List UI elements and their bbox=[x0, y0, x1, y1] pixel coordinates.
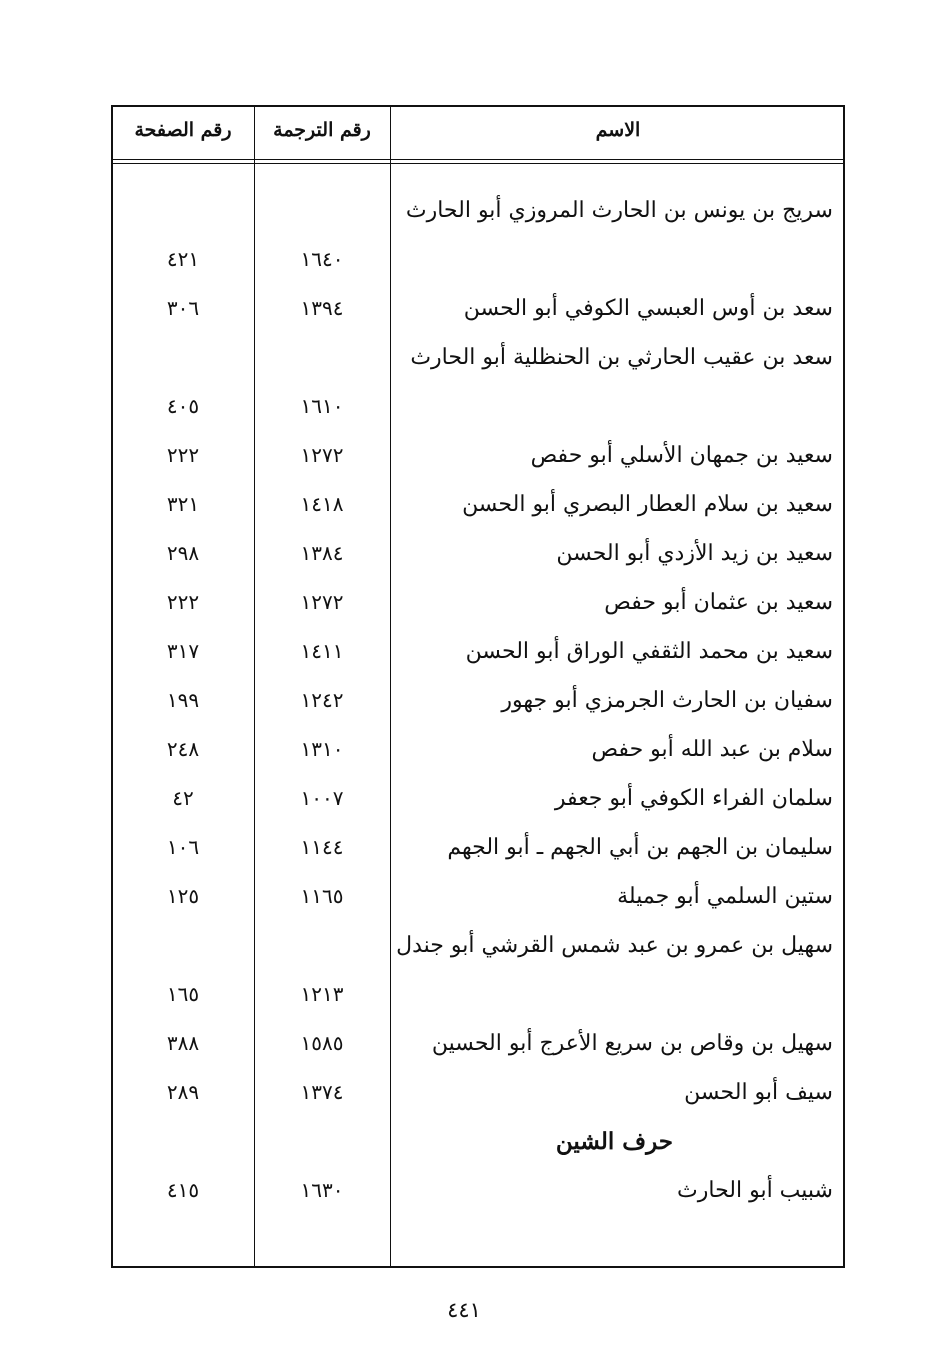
translation-number: ١٥٨٥ bbox=[300, 1031, 344, 1055]
table-row bbox=[113, 872, 843, 921]
entry-name: سعد بن أوس العبسي الكوفي أبو الحسن bbox=[463, 296, 833, 321]
table-row bbox=[113, 921, 843, 1019]
header-translation-number: رقم الترجمة bbox=[273, 119, 371, 141]
translation-number: ١٤١٨ bbox=[300, 492, 344, 516]
entry-name: سريج بن يونس بن الحارث المروزي أبو الحارث bbox=[405, 198, 833, 223]
translation-number: ١٤١١ bbox=[300, 639, 344, 663]
page-number-cell: ٢٢٢ bbox=[166, 590, 200, 614]
table-row bbox=[113, 186, 843, 284]
entry-name: سعد بن عقيب الحارثي بن الحنظلية أبو الحارث bbox=[410, 345, 833, 370]
entry-name: سعيد بن سلام العطار البصري أبو الحسن bbox=[462, 492, 833, 517]
table-row bbox=[113, 774, 843, 823]
translation-number: ١٢٧٢ bbox=[300, 443, 344, 467]
translation-number: ١٦٣٠ bbox=[300, 1178, 344, 1202]
translation-number: ١٣٧٤ bbox=[300, 1080, 344, 1104]
page-number-cell: ٣١٧ bbox=[166, 639, 200, 663]
translation-number: ١٣١٠ bbox=[300, 737, 344, 761]
table-row bbox=[113, 1166, 843, 1215]
translation-number: ١٢٧٢ bbox=[300, 590, 344, 614]
translation-number: ١٢٤٢ bbox=[300, 688, 344, 712]
table-row bbox=[113, 627, 843, 676]
table-row bbox=[113, 725, 843, 774]
entry-name: سهيل بن وقاص بن سريع الأعرج أبو الحسين bbox=[431, 1031, 833, 1056]
page-number-cell: ٣٨٨ bbox=[166, 1031, 200, 1055]
entry-name: سيف أبو الحسن bbox=[684, 1080, 833, 1105]
translation-number: ١٦٤٠ bbox=[300, 247, 344, 271]
table-row bbox=[113, 823, 843, 872]
entry-name: سلمان الفراء الكوفي أبو جعفر bbox=[554, 786, 833, 811]
header-double-rule bbox=[113, 159, 843, 164]
entry-name: سعيد بن عثمان أبو حفص bbox=[604, 590, 833, 615]
table-row bbox=[113, 480, 843, 529]
header-page-number: رقم الصفحة bbox=[134, 119, 232, 141]
table-row bbox=[113, 529, 843, 578]
page-number-cell: ١٩٩ bbox=[166, 688, 200, 712]
page-number-cell: ٢٩٨ bbox=[166, 541, 200, 565]
page-number-cell: ٤٠٥ bbox=[166, 394, 200, 418]
header-name: الاسم bbox=[595, 119, 641, 141]
entry-name: سهيل بن عمرو بن عبد شمس القرشي أبو جندل bbox=[396, 933, 833, 958]
page-number-cell: ٤٢١ bbox=[166, 247, 200, 271]
table-row bbox=[113, 333, 843, 431]
translation-number: ١٣٩٤ bbox=[300, 296, 344, 320]
page-number-cell: ٣٢١ bbox=[166, 492, 200, 516]
translation-number: ١١٤٤ bbox=[300, 835, 344, 859]
index-table-body bbox=[113, 186, 843, 1215]
page-number-cell: ٢٨٩ bbox=[166, 1080, 200, 1104]
translation-number: ١٦١٠ bbox=[300, 394, 344, 418]
section-heading-row bbox=[113, 1117, 843, 1166]
page-number-cell: ٣٠٦ bbox=[166, 296, 200, 320]
table-row bbox=[113, 1019, 843, 1068]
entry-name: سعيد بن محمد الثقفي الوراق أبو الحسن bbox=[465, 639, 833, 664]
entry-name: سعيد بن جمهان الأسلي أبو حفص bbox=[530, 443, 833, 468]
entry-name: شبيب أبو الحارث bbox=[677, 1178, 833, 1203]
entry-name: سليمان بن الجهم بن أبي الجهم ـ أبو الجهم bbox=[447, 835, 833, 860]
entry-name: سفيان بن الحارث الجرمزي أبو جهور bbox=[501, 688, 833, 713]
page-number-cell: ١٦٥ bbox=[166, 982, 200, 1006]
table-row bbox=[113, 284, 843, 333]
translation-number: ١٣٨٤ bbox=[300, 541, 344, 565]
page-number-cell: ٤٢ bbox=[172, 786, 194, 810]
entry-name: سعيد بن زيد الأزدي أبو الحسن bbox=[556, 541, 833, 566]
table-row bbox=[113, 431, 843, 480]
translation-number: ١٢١٣ bbox=[300, 982, 344, 1006]
table-row bbox=[113, 578, 843, 627]
page-number-cell: ١٢٥ bbox=[166, 884, 200, 908]
page-number-cell: ٤١٥ bbox=[166, 1178, 200, 1202]
page-number: ٤٤١ bbox=[447, 1298, 481, 1322]
table-row bbox=[113, 1068, 843, 1117]
page-number-cell: ٢٤٨ bbox=[166, 737, 200, 761]
page-number-cell: ١٠٦ bbox=[166, 835, 200, 859]
page-number-cell: ٢٢٢ bbox=[166, 443, 200, 467]
entry-name: ستين السلمي أبو جميلة bbox=[617, 884, 833, 909]
entry-name: سلام بن عبد الله أبو حفص bbox=[591, 737, 833, 762]
section-heading: حرف الشين bbox=[555, 1128, 673, 1155]
translation-number: ١١٦٥ bbox=[300, 884, 344, 908]
table-row bbox=[113, 676, 843, 725]
translation-number: ١٠٠٧ bbox=[300, 786, 344, 810]
